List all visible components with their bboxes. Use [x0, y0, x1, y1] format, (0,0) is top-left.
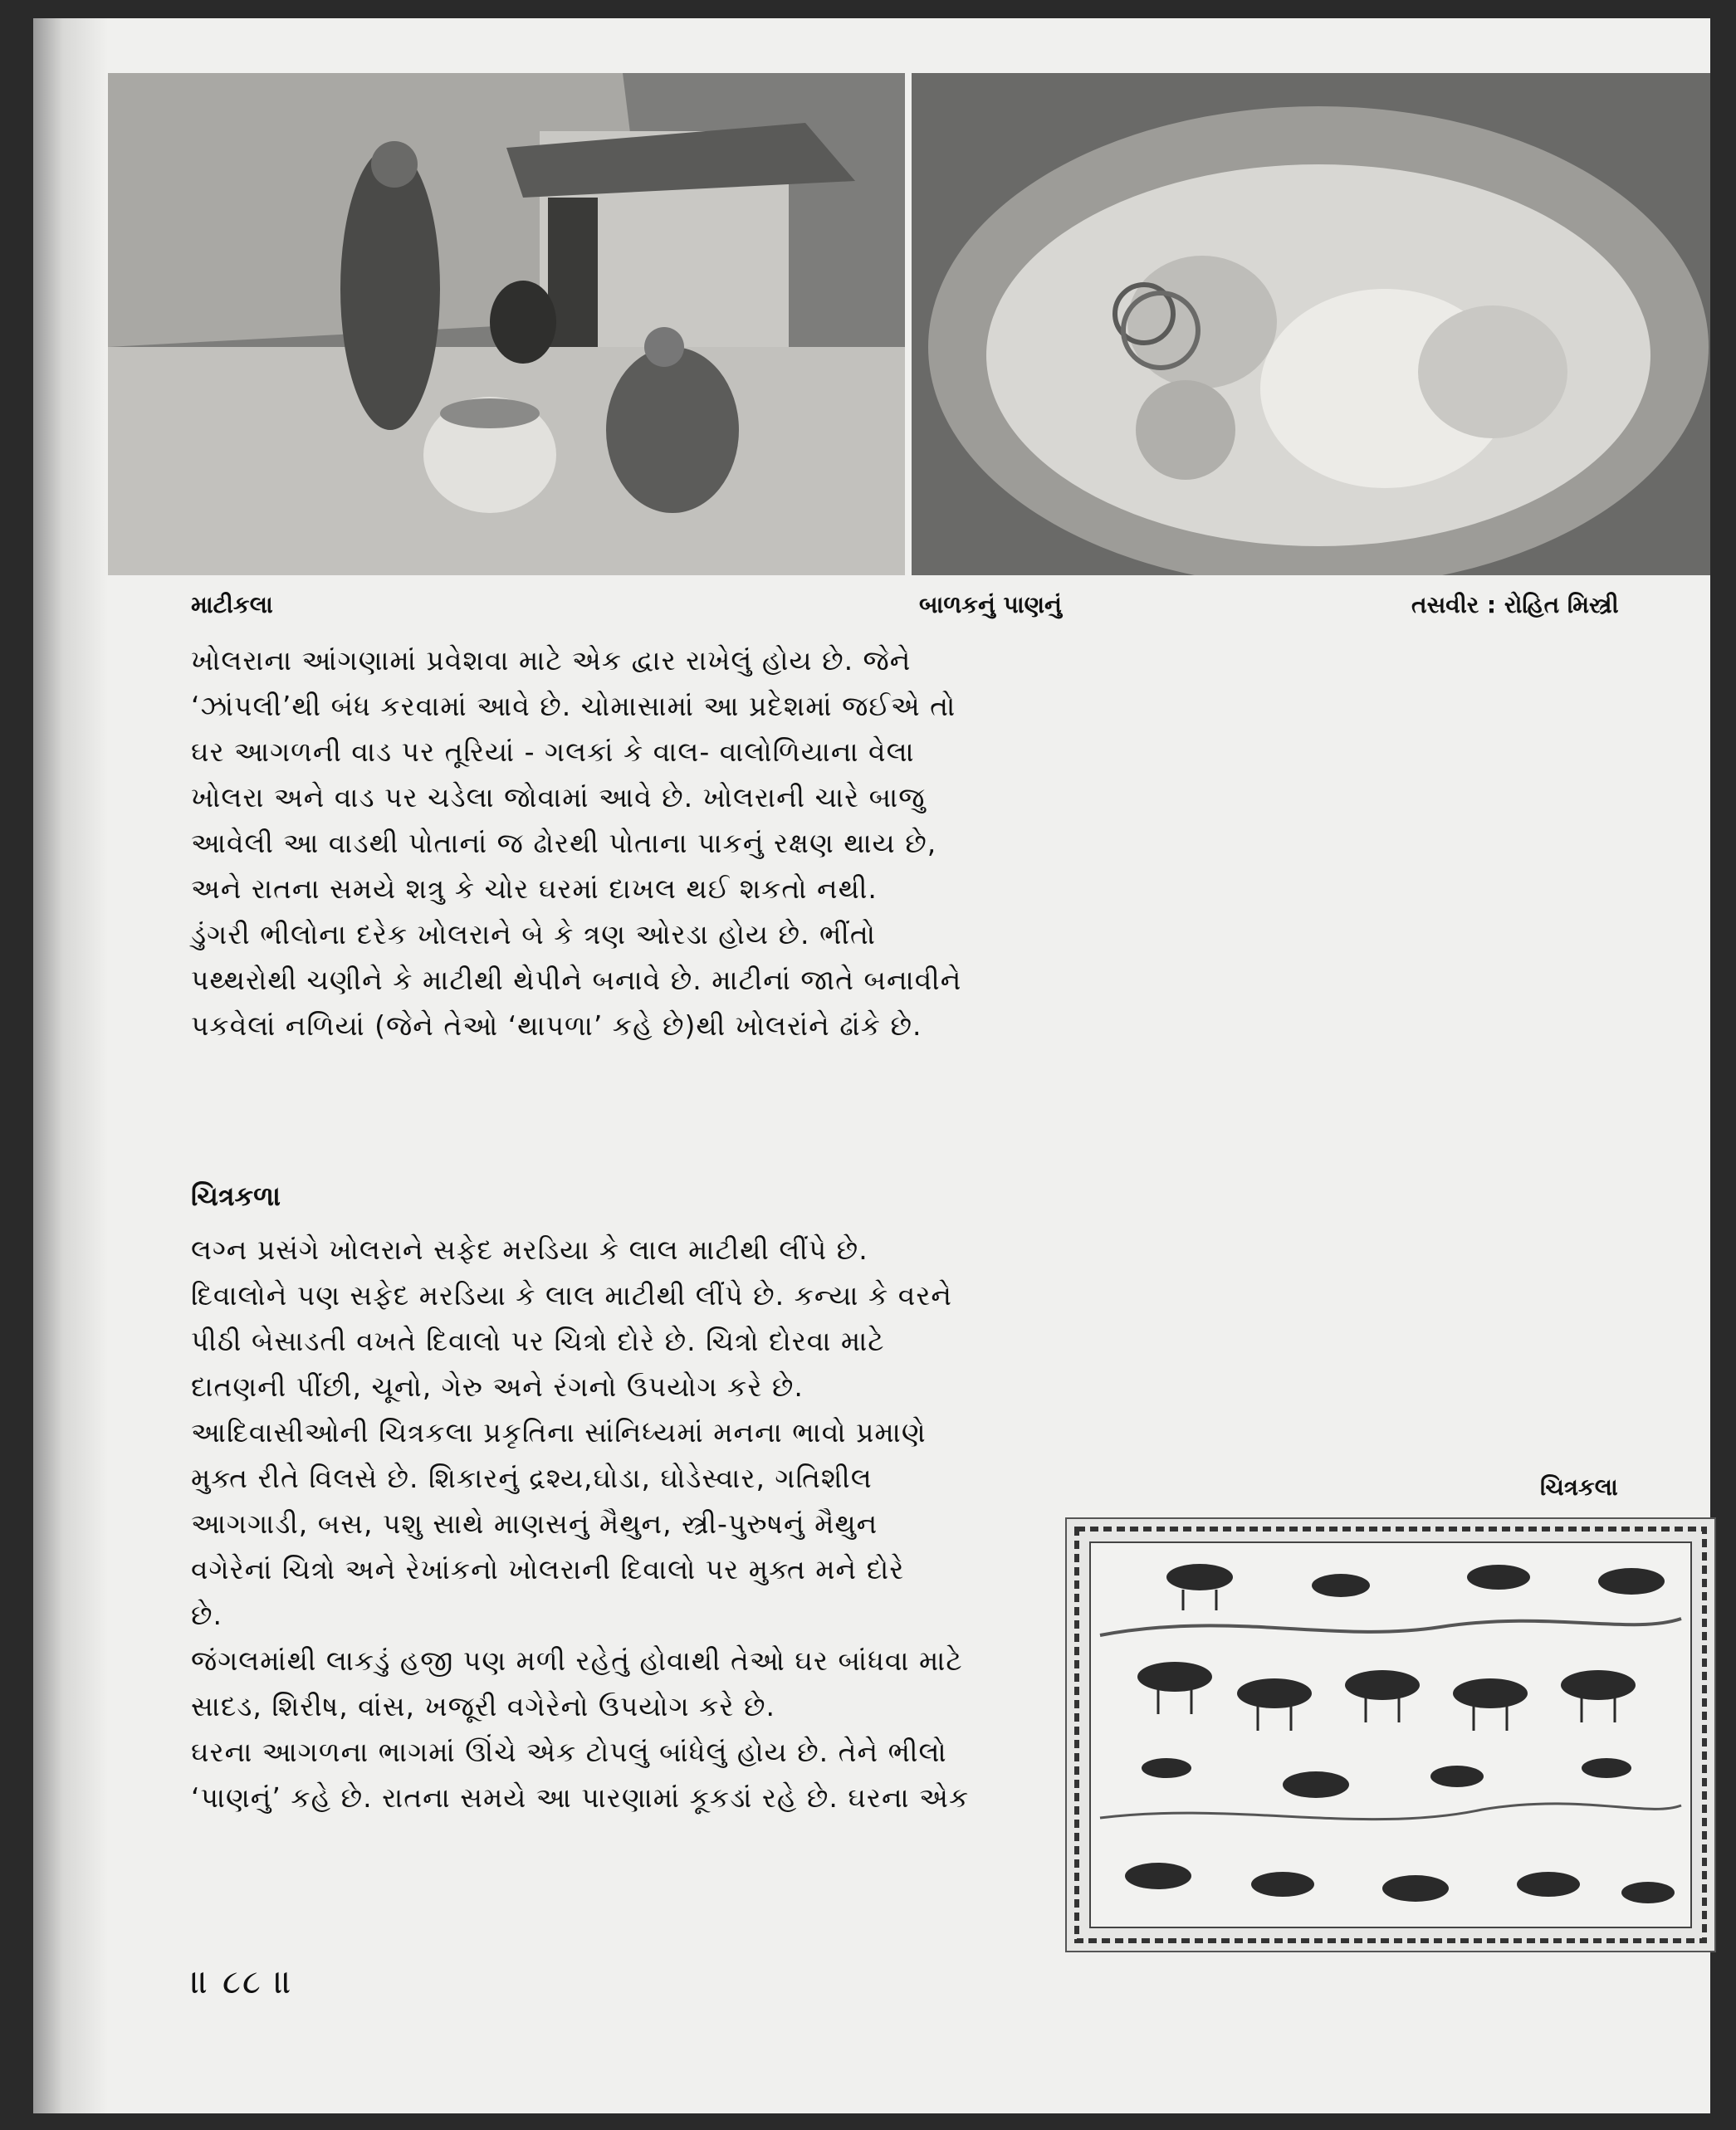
pottery-caption: માટીકલા — [191, 591, 273, 618]
photo-credit: તસવીર : રોહિત મિસ્ત્રી — [1411, 591, 1619, 618]
text-line: પકવેલાં નળિયાં (જેને તેઓ ‘થાપળા’ કહે છે)થી ખોલરાંને ઢાંકે છે. — [191, 1009, 922, 1042]
text-line: મુક્ત રીતે વિલસે છે. શિકારનું દ્રશ્ય,ઘોડા, ઘોડેસ્વાર, ગતિશીલ — [191, 1462, 873, 1494]
text-line: ઘર આગળની વાડ પર તૂરિયાં - ગલકાં કે વાલ- વાલોળિયાના વેલા — [191, 735, 915, 768]
pottery-photo — [108, 73, 905, 575]
text-line: ‘ઝાંપલી’થી બંધ કરવામાં આવે છે. ચોમાસામાં આ પ્રદેશમાં જઈએ તો — [191, 690, 956, 722]
text-line: લગ્ન પ્રસંગે ખોલરાને સફેદ મરડિયા કે લાલ માટીથી લીંપે છે. — [191, 1234, 868, 1266]
text-line: જંગલમાંથી લાકડું હજી પણ મળી રહેતું હોવાથી તેઓ ઘર બાંધવા માટે — [191, 1644, 963, 1677]
cradle-caption: બાળકનું પાણનું — [919, 591, 1062, 618]
text-line: આગગાડી, બસ, પશુ સાથે માણસનું મૈથુન, સ્ત્રી-પુરુષનું મૈથુન — [191, 1507, 878, 1540]
painting-caption: ચિત્રકલા — [1540, 1473, 1618, 1501]
painting-paragraphs — [191, 1227, 1046, 1820]
text-line: ‘પાણનું’ કહે છે. રાતના સમયે આ પારણામાં કૂકડાં રહે છે. ઘરના એક — [191, 1781, 970, 1814]
text-line: સાદડ, શિરીષ, વાંસ, ખજૂરી વગેરેનો ઉપયોગ કરે છે. — [191, 1690, 775, 1722]
text-line: અને રાતના સમયે શત્રુ કે ચોર ઘરમાં દાખલ થઈ શકતો નથી. — [191, 872, 878, 905]
baby-cradle-photo — [912, 73, 1710, 575]
text-line: પથ્થરોથી ચણીને કે માટીથી થેપીને બનાવે છે. માટીનાં જાતે બનાવીને — [191, 964, 962, 996]
text-line: દિવાલોને પણ સફેદ મરડિયા કે લાલ માટીથી લીંપે છે. કન્યા કે વરને — [191, 1279, 952, 1312]
text-line: છે. — [191, 1599, 223, 1631]
text-line: વગેરેનાં ચિત્રો અને રેખાંકનો ખોલરાની દિવાલો પર મુક્ત મને દોરે — [191, 1553, 905, 1585]
tribal-painting-image — [1065, 1517, 1716, 1952]
page-gutter-shadow — [33, 18, 108, 2113]
text-line: આદિવાસીઓની ચિત્રકલા પ્રકૃતિના સાંનિધ્યમાં મનના ભાવો પ્રમાણે — [191, 1416, 927, 1448]
intro-paragraphs — [191, 638, 1054, 1048]
text-line: ઘરના આગળના ભાગમાં ઊંચે એક ટોપલું બાંધેલું હોય છે. તેને ભીલો — [191, 1736, 947, 1768]
text-line: આવેલી આ વાડથી પોતાનાં જ ઢોરથી પોતાના પાકનું રક્ષણ થાય છે, — [191, 827, 937, 859]
section-heading: ચિત્રકળા — [191, 1180, 281, 1212]
page-number: ॥ ૮૮ ॥ — [191, 1963, 294, 2001]
text-line: ખોલરાના આંગણામાં પ્રવેશવા માટે એક દ્વાર રાખેલું હોય છે. જેને — [191, 644, 912, 677]
text-line: ખોલરા અને વાડ પર ચડેલા જોવામાં આવે છે. ખોલરાની ચારે બાજુ — [191, 781, 926, 813]
text-line: ડુંગરી ભીલોના દરેક ખોલરાને બે કે ત્રણ ઓરડા હોય છે. ભીંતો — [191, 918, 876, 950]
text-line: પીઠી બેસાડતી વખતે દિવાલો પર ચિત્રો દોરે છે. ચિત્રો દોરવા માટે — [191, 1325, 885, 1357]
text-line: દાતણની પીંછી, ચૂનો, ગેરુ અને રંગનો ઉપયોગ કરે છે. — [191, 1370, 804, 1403]
